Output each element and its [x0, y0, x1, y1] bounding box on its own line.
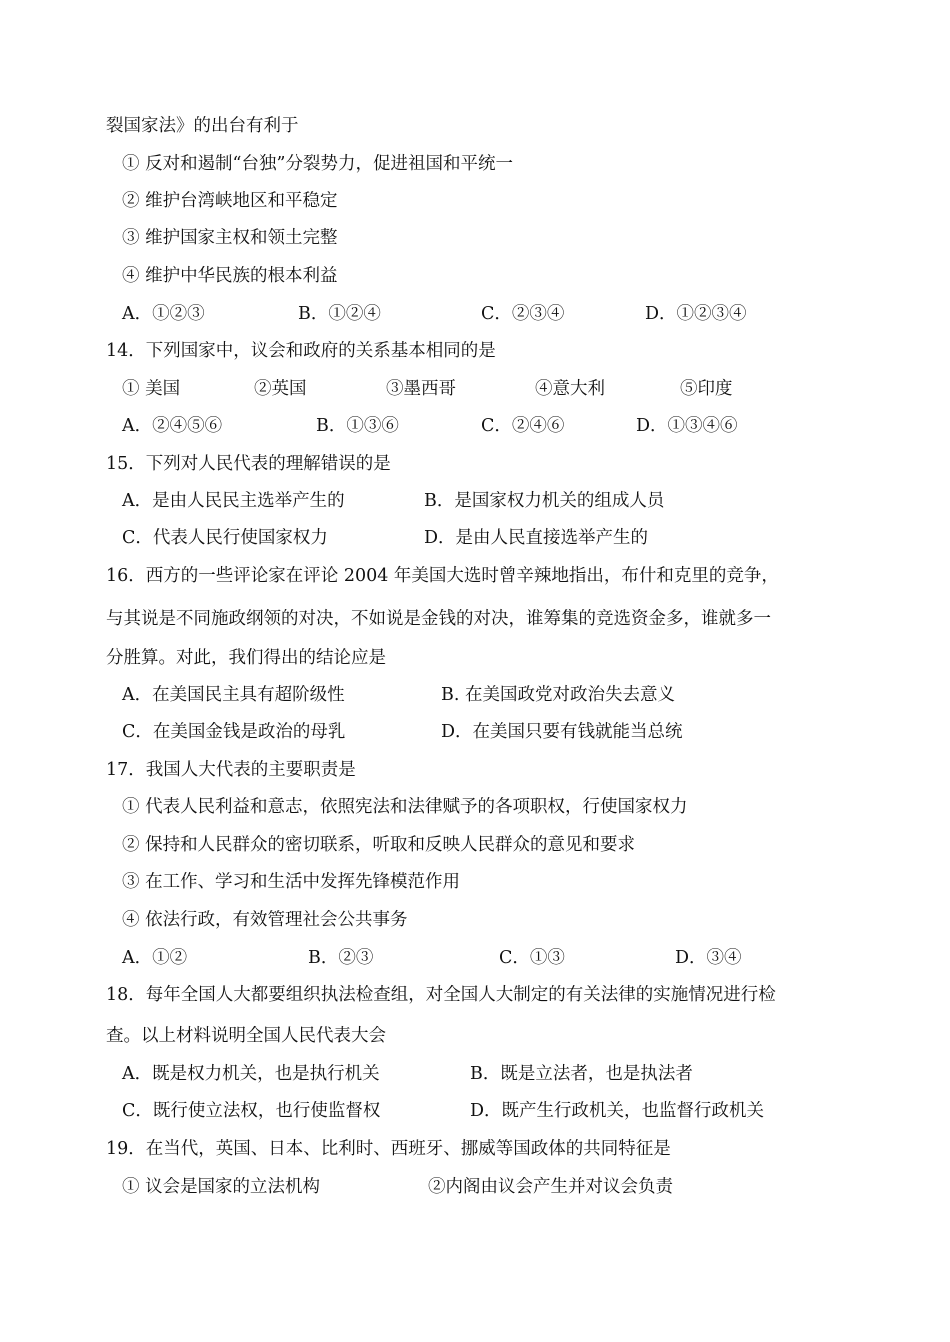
q14-items	[0, 371, 950, 408]
q16-stem-line-1: 16．西方的一些评论家在评论 2004 年美国大选时曾辛辣地指出，布什和克里的竞争，	[106, 566, 779, 586]
q15-stem: 15．下列对人民代表的理解错误的是	[106, 454, 391, 474]
q14-item-5: ⑤印度	[680, 379, 733, 399]
q18-stem-line-2: 查。以上材料说明全国人民代表大会	[106, 1026, 386, 1046]
q14-option-a[interactable]: A．②④⑤⑥	[122, 416, 223, 436]
q16-option-b[interactable]: B. 在美国政党对政治失去意义	[441, 685, 675, 705]
q14-option-d[interactable]: D．①③④⑥	[636, 416, 738, 436]
q17-item-2: ② 保持和人民群众的密切联系，听取和反映人民群众的意见和要求	[122, 835, 636, 855]
q15-option-d[interactable]: D．是由人民直接选举产生的	[424, 528, 649, 548]
q18-option-a[interactable]: A．既是权力机关，也是执行机关	[122, 1064, 380, 1084]
q13-item-1: ① 反对和遏制“台独”分裂势力，促进祖国和平统一	[122, 154, 513, 174]
q13-option-b[interactable]: B．①②④	[298, 304, 381, 324]
q16-options-row-2	[0, 714, 950, 751]
q16-options-row-1	[0, 677, 950, 714]
q16-option-a[interactable]: A．在美国民主具有超阶级性	[122, 685, 345, 705]
q17-option-a[interactable]: A．①②	[122, 948, 188, 968]
q17-item-1: ① 代表人民利益和意志，依照宪法和法律赋予的各项职权，行使国家权力	[122, 797, 688, 817]
q13-option-d[interactable]: D．①②③④	[645, 304, 747, 324]
q18-option-b[interactable]: B．既是立法者，也是执法者	[470, 1064, 693, 1084]
q13-item-3: ③ 维护国家主权和领土完整	[122, 228, 338, 248]
q16-option-c[interactable]: C．在美国金钱是政治的母乳	[122, 722, 346, 742]
q18-options-row-2	[0, 1093, 950, 1130]
q15-option-a[interactable]: A．是由人民民主选举产生的	[122, 491, 345, 511]
q13-option-c[interactable]: C．②③④	[481, 304, 565, 324]
q18-option-d[interactable]: D．既产生行政机关，也监督行政机关	[470, 1101, 765, 1121]
q14-item-2: ②英国	[254, 379, 307, 399]
q15-options-row-2	[0, 520, 950, 557]
q14-item-3: ③墨西哥	[386, 379, 456, 399]
q17-option-d[interactable]: D．③④	[675, 948, 742, 968]
q14-options	[0, 408, 950, 445]
q14-option-b[interactable]: B．①③⑥	[316, 416, 399, 436]
q13-item-4: ④ 维护中华民族的根本利益	[122, 266, 338, 286]
q14-item-1: ① 美国	[122, 379, 181, 399]
q13-option-a[interactable]: A．①②③	[122, 304, 205, 324]
q17-option-c[interactable]: C．①③	[499, 948, 565, 968]
q14-stem: 14．下列国家中，议会和政府的关系基本相同的是	[106, 341, 496, 361]
q17-option-b[interactable]: B．②③	[308, 948, 374, 968]
q15-option-b[interactable]: B．是国家权力机关的组成人员	[424, 491, 665, 511]
q13-item-2: ② 维护台湾峡地区和平稳定	[122, 191, 338, 211]
q17-item-3: ③ 在工作、学习和生活中发挥先锋模范作用	[122, 872, 461, 892]
q14-option-c[interactable]: C．②④⑥	[481, 416, 565, 436]
q19-item-2: ②内阁由议会产生并对议会负责	[428, 1177, 673, 1197]
q17-item-4: ④ 依法行政，有效管理社会公共事务	[122, 910, 408, 930]
q18-options-row-1	[0, 1056, 950, 1093]
q17-options	[0, 940, 950, 977]
q16-option-d[interactable]: D．在美国只要有钱就能当总统	[441, 722, 683, 742]
q19-item-1: ① 议会是国家的立法机构	[122, 1177, 321, 1197]
q16-stem-line-2: 与其说是不同施政纲领的对决，不如说是金钱的对决，谁筹集的竞选资金多，谁就多一	[106, 609, 771, 629]
q15-option-c[interactable]: C．代表人民行使国家权力	[122, 528, 328, 548]
q13-options	[0, 296, 950, 333]
q15-options-row-1	[0, 483, 950, 520]
q13-stem-continuation: 裂国家法》的出台有利于	[106, 116, 299, 136]
q14-item-4: ④意大利	[535, 379, 605, 399]
q16-stem-line-3: 分胜算。对此，我们得出的结论应是	[106, 648, 386, 668]
q19-stem: 19．在当代，英国、日本、比利时、西班牙、挪威等国政体的共同特征是	[106, 1139, 671, 1159]
q18-option-c[interactable]: C．既行使立法权，也行使监督权	[122, 1101, 381, 1121]
q18-stem-line-1: 18．每年全国人大都要组织执法检查组，对全国人大制定的有关法律的实施情况进行检	[106, 985, 776, 1005]
q19-items	[0, 1169, 950, 1206]
q17-stem: 17．我国人大代表的主要职责是	[106, 760, 356, 780]
